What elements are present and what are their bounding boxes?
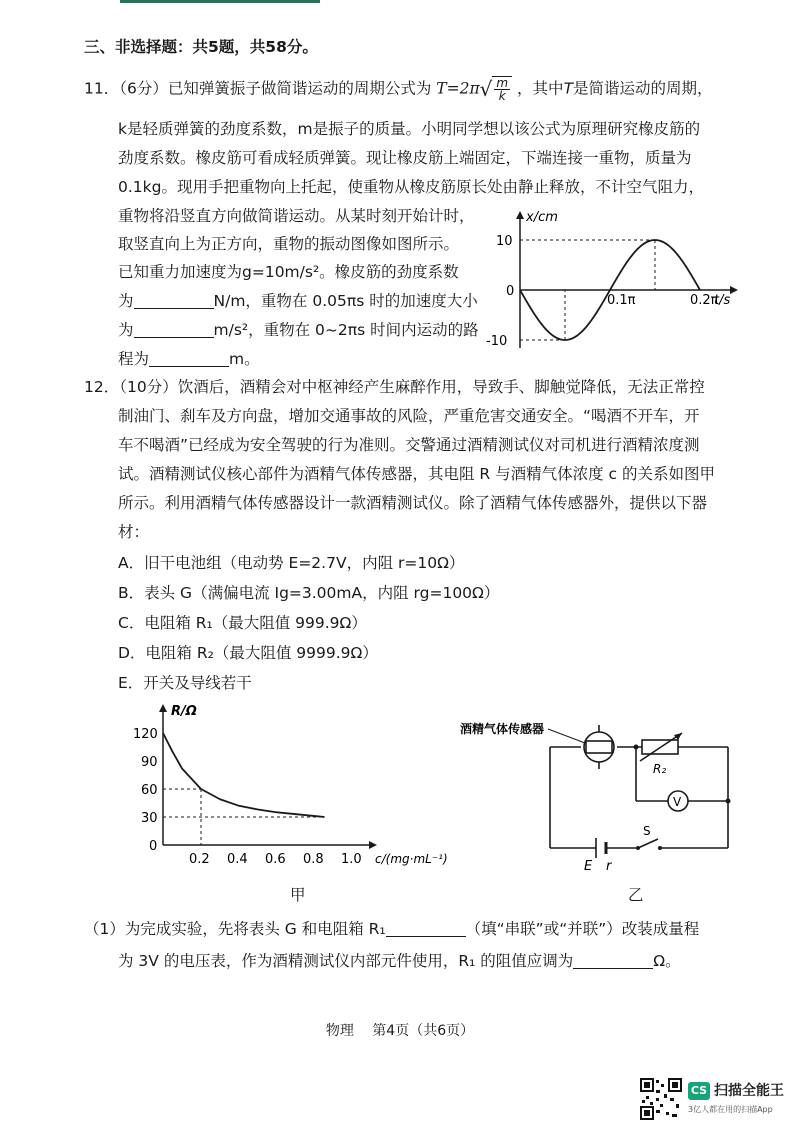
sub1-line-1 [84, 918, 699, 940]
y-tick-label: 10 [496, 234, 513, 249]
period-formula-t: T=2π [436, 79, 480, 98]
x-tick-label: 1.0 [341, 852, 362, 867]
y-tick-label: 90 [141, 755, 158, 770]
q11-line-1 [84, 76, 713, 102]
q11-line-3: 劲度系数。橡皮筋可看成轻质弹簧。现让橡皮筋上端固定，下端连接一重物，质量为 [118, 149, 692, 167]
q11-line-6: 取竖直向上为正方向，重物的振动图像如图所示。 [118, 235, 460, 253]
y-tick-label: 0 [149, 839, 158, 854]
section-title: 三、非选择题：共5题，共58分。 [84, 38, 318, 56]
x-tick-label: 0.2π [690, 293, 719, 308]
answer-blank-connection[interactable] [386, 920, 466, 937]
q11-l8-b: N/m，重物在 0.05πs 时的加速度大小 [213, 292, 478, 310]
r2-label: R₂ [653, 762, 667, 776]
fraction-m-over-k [494, 77, 510, 102]
x-axis-label: c/(mg·mL⁻¹) [375, 852, 448, 866]
q11-l9-b: m/s²，重物在 0~2πs 时间内运动的路 [213, 321, 479, 339]
scanner-app-tagline: 3亿人都在用的扫描App [688, 1105, 773, 1114]
y-axis-label: R/Ω [171, 704, 197, 719]
voltmeter-label: V [673, 795, 682, 809]
sensor-resistor [586, 741, 612, 753]
y-tick-label: 30 [141, 811, 158, 826]
y-tick-label: -10 [486, 334, 508, 349]
q11-line-5: 重物将沿竖直方向做简谐运动。从某时刻开始计时， [118, 207, 475, 225]
x-tick-label: 0.4 [227, 852, 248, 867]
option-a: A．旧干电池组（电动势 E=2.7V，内阻 r=10Ω） [118, 554, 465, 572]
junction-left [634, 745, 639, 750]
figure-yi-label: 乙 [628, 886, 644, 904]
sub1-l1-b: （填“串联”或“并联”）改装成量程 [465, 920, 700, 938]
switch-label: S [643, 824, 651, 838]
x-axis-arrow [730, 286, 738, 294]
series-line-r-c [163, 733, 325, 817]
sqrt-content [492, 76, 512, 102]
r2-arrow-head [674, 733, 682, 740]
switch-contact-a [636, 846, 640, 850]
option-d: D．电阻箱 R₂（最大阻值 9999.9Ω） [118, 644, 378, 662]
junction-right [726, 799, 731, 804]
q11-l9-a: 为 [118, 321, 134, 339]
option-c: C．电阻箱 R₁（最大阻值 999.9Ω） [118, 614, 367, 632]
q11-line-4: 0.1kg。现用手把重物向上托起，使重物从橡皮筋原长处由静止释放，不计空气阻力， [118, 178, 704, 196]
sensor-label: 酒精气体传感器 [460, 722, 545, 736]
y-axis-arrow [516, 211, 524, 219]
sensor-pointer [548, 729, 585, 743]
sub1-l2-a: 为 3V 的电压表，作为酒精测试仪内部元件使用，R₁ 的阻值应调为 [118, 952, 574, 970]
cs-logo-icon: CS [688, 1082, 710, 1100]
x-tick-label: 0.1π [607, 293, 636, 308]
q12-line-1: 12．（10分）饮酒后，酒精会对中枢神经产生麻醉作用，导致手、脚触觉降低，无法正常控 [84, 378, 705, 396]
top-rule [120, 0, 320, 3]
answer-blank-acceleration[interactable] [134, 321, 214, 338]
x-tick-label: 0.2 [189, 852, 210, 867]
q11-line-7: 已知重力加速度为g=10m/s²。橡皮筋的劲度系数 [118, 263, 459, 281]
switch-contact-b [658, 846, 662, 850]
internal-r-label: r [606, 859, 612, 874]
answer-blank-path[interactable] [149, 350, 229, 367]
answer-blank-r1-value[interactable] [573, 952, 653, 969]
resistance-concentration-graph [118, 700, 498, 875]
emf-label: E [584, 859, 593, 874]
y-tick-label: 120 [133, 727, 158, 742]
sensor-body [584, 732, 614, 762]
q11-line-10 [118, 348, 260, 370]
q12-line-5: 所示。利用酒精气体传感器设计一款酒精测试仪。除了酒精气体传感器外，提供以下器 [118, 494, 708, 512]
q12-line-3: 车不喝酒”已经成为安全驾驶的行为准则。交警通过酒精测试仪对司机进行酒精浓度测 [118, 436, 700, 454]
sub1-line-2 [118, 950, 681, 972]
x-tick-label: 0.6 [265, 852, 286, 867]
q11-l10-a: 程为 [118, 350, 150, 368]
q11-text-c: T [563, 79, 574, 98]
sub1-l2-b: Ω。 [653, 952, 681, 970]
y-axis-label: x/cm [526, 210, 558, 225]
q11-l10-b: m。 [229, 350, 260, 368]
q11-line-8 [118, 290, 478, 312]
q11-l8-a: 为 [118, 292, 134, 310]
q11-text-b: ，其中 [517, 79, 564, 98]
answer-blank-stiffness[interactable] [134, 292, 214, 309]
q12-line-4: 试。酒精测试仪核心部件为酒精气体传感器，其电阻 R 与酒精气体浓度 c 的关系如图甲 [118, 465, 716, 483]
circuit-diagram [460, 705, 760, 875]
q11-line-9 [118, 319, 479, 341]
y-tick-label: 0 [506, 284, 515, 299]
q11-line-2: k是轻质弹簧的劲度系数，m是振子的质量。小明同学想以该公式为原理研究橡皮筋的 [118, 120, 701, 138]
q11-text-a: 11．（6分）已知弹簧振子做简谐运动的周期公式为 [84, 79, 432, 98]
page-footer: 物理 第4页（共6页） [325, 1023, 475, 1039]
x-axis-label: t/s [714, 293, 731, 308]
option-e: E．开关及导线若干 [118, 674, 252, 692]
sqrt-icon: √ [479, 77, 493, 101]
x-tick-label: 0.8 [303, 852, 324, 867]
fraction-numerator: m [496, 76, 509, 90]
x-axis-arrow [369, 841, 377, 849]
figure-jia-label: 甲 [290, 886, 306, 904]
q12-line-6: 材： [118, 523, 150, 541]
switch-blade [638, 839, 658, 848]
q12-line-2: 制油门、刹车及方向盘，增加交通事故的风险，严重危害交通安全。“喝酒不开车，开 [118, 407, 700, 425]
y-tick-label: 60 [141, 783, 158, 798]
y-axis-arrow [159, 704, 167, 712]
vibration-graph [480, 205, 750, 355]
r2-variable-arrow [640, 733, 682, 761]
q11-text-d: 是简谐运动的周期， [573, 79, 713, 98]
sub1-l1-a: （1）为完成实验，先将表头 G 和电阻箱 R₁ [84, 920, 386, 938]
fraction-denominator: k [498, 89, 506, 103]
option-b: B．表头 G（满偏电流 Ig=3.00mA，内阻 rg=100Ω） [118, 584, 500, 602]
qr-code-icon [640, 1078, 682, 1120]
scanner-app-name: 扫描全能王 [714, 1083, 784, 1099]
